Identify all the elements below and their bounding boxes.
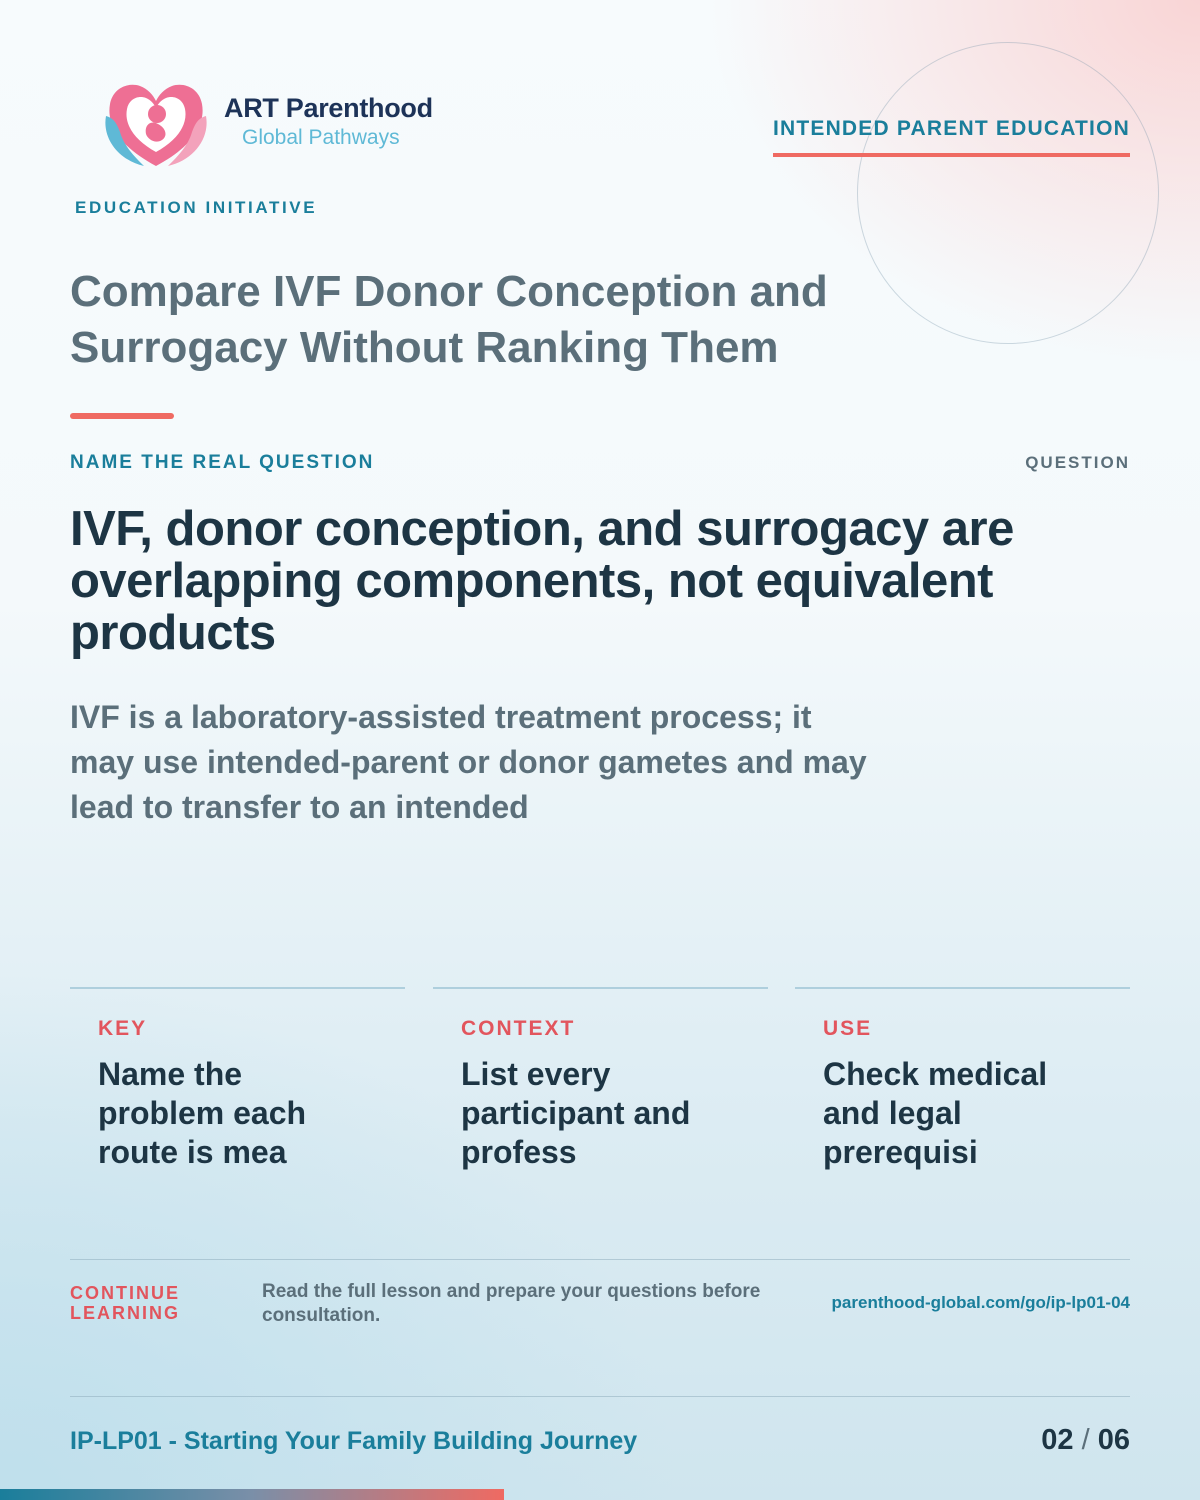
heart-hands-baby-logo-icon <box>100 76 212 170</box>
category-tag: INTENDED PARENT EDUCATION <box>773 117 1130 157</box>
page-title: Compare IVF Donor Conception and Surrogacy Without Ranking Them <box>70 267 828 372</box>
divider <box>70 1259 1130 1260</box>
card-label: CONTEXT <box>461 1017 576 1040</box>
continue-learning-text: Read the full lesson and prepare your questions before consultation. <box>262 1281 761 1326</box>
section-label: NAME THE REAL QUESTION <box>70 452 375 473</box>
brand-name: ART Parenthood <box>224 93 433 123</box>
lesson-link[interactable]: parenthood-global.com/go/ip-lp01-04 <box>831 1293 1130 1312</box>
initiative-label: EDUCATION INITIATIVE <box>75 198 318 217</box>
section-headline: IVF, donor conception, and surrogacy are overlapping components, not equivalent products <box>70 502 1014 660</box>
card-use <box>795 987 1130 1189</box>
section-type-label: QUESTION <box>1025 453 1130 472</box>
card-text: Check medical and legal prerequisi <box>823 1056 1048 1170</box>
continue-learning-label: CONTINUE LEARNING <box>70 1283 180 1323</box>
card-label: KEY <box>98 1017 148 1040</box>
divider <box>70 1396 1130 1397</box>
card-key <box>70 987 405 1189</box>
card-text: List every participant and profess <box>461 1056 691 1170</box>
page-indicator <box>1041 1424 1130 1457</box>
card-text: Name the problem each route is mea <box>98 1056 307 1170</box>
card-context <box>433 987 768 1189</box>
section-body: IVF is a laboratory-assisted treatment process; it may use intended-parent or donor gametes and may lead to transfer to an intended <box>70 699 867 825</box>
page-separator: / <box>1081 1424 1090 1456</box>
page-total: 06 <box>1097 1424 1130 1456</box>
page-current: 02 <box>1041 1424 1074 1456</box>
course-title: IP-LP01 - Starting Your Family Building Journey <box>70 1427 638 1455</box>
brand-subtitle: Global Pathways <box>242 126 400 149</box>
card-label: USE <box>823 1017 873 1040</box>
title-accent-divider <box>70 413 174 419</box>
progress-bar <box>0 1489 504 1500</box>
